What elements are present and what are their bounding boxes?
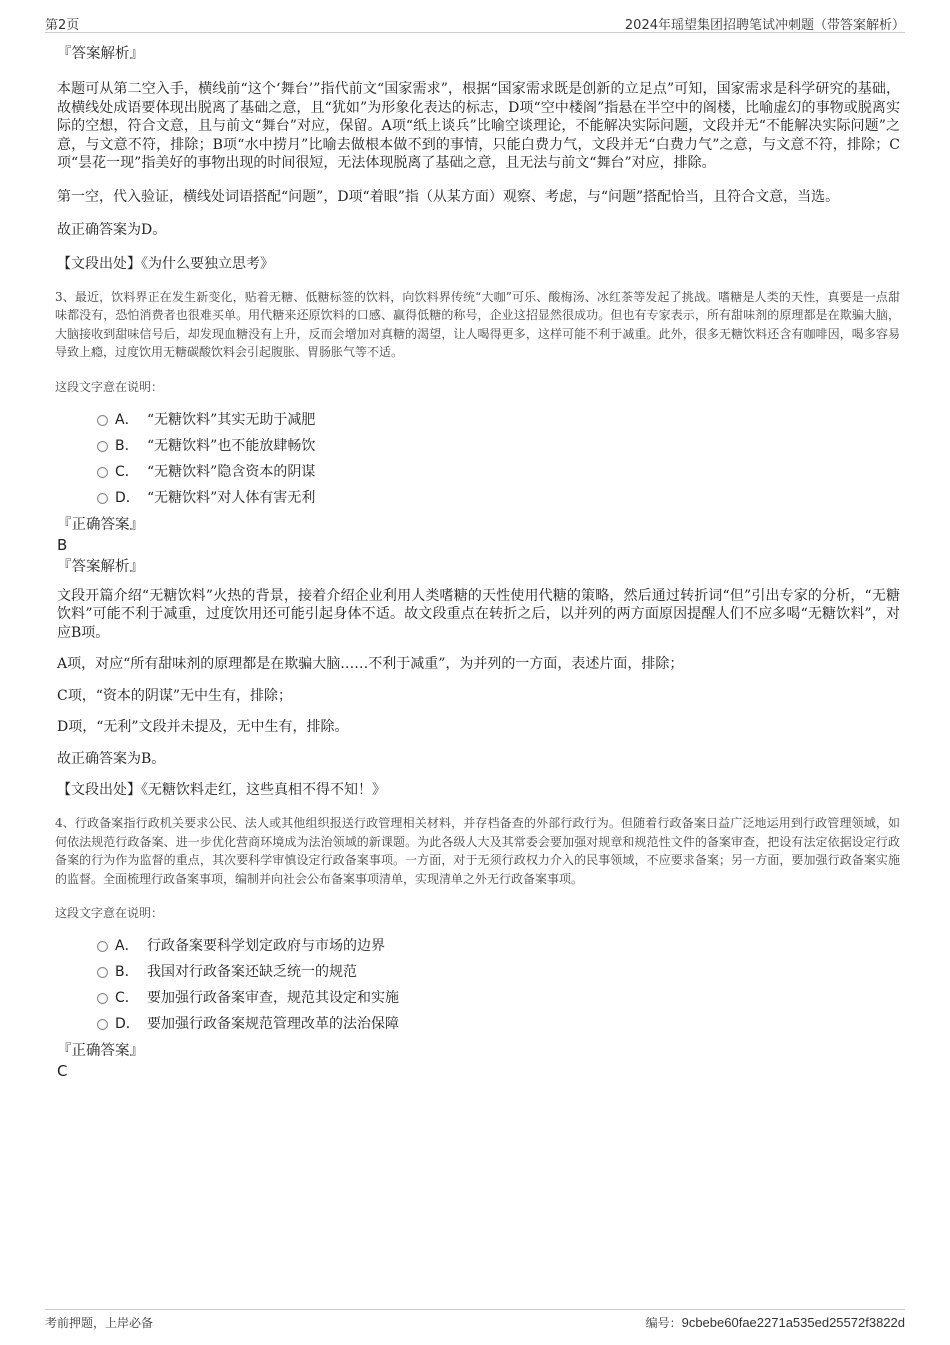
option-c[interactable] (55, 985, 900, 1011)
option-b[interactable] (55, 959, 900, 985)
option-letter: C． (115, 463, 139, 480)
radio-icon[interactable] (97, 467, 108, 478)
question-4 (55, 814, 900, 1081)
radio-icon[interactable] (97, 493, 108, 504)
analysis-paragraph: 故正确答案为B。 (57, 750, 166, 767)
option-text: “无糖饮料”隐含资本的阴谋 (147, 463, 316, 480)
option-text: “无糖饮料”也不能放肆畅饮 (147, 437, 316, 454)
option-letter: D． (115, 1016, 140, 1032)
option-letter: A． (115, 938, 139, 954)
analysis-paragraph: 故正确答案为D。 (57, 222, 167, 238)
option-c[interactable] (55, 459, 900, 485)
radio-icon[interactable] (97, 941, 108, 952)
question-text: 4、行政备案指行政机关要求公民、法人或其他组织报送行政管理相关材料，并存档备查的外部行政行为。但随着行政备案日益广泛地运用到行政管理领域，如何依法规范行政备案、进一步优化营商环境成为法治领域的新课题。为此各级人大及其常委会要加强对规章和规范性文件的备案审查，把设有法定依据设定行政备案的行为作为监督的重点，其次要科学审慎设定行政备案事项。一方面，对于无须行政权力介入的民事领域，不应要求备案；另一方面，要加强行政备案实施的监督。全面梳理行政备案事项，编制并向社会公布备案事项清单，实现清单之外无行政备案事项。 (55, 816, 900, 886)
option-text: “无糖饮料”对人体有害无利 (147, 489, 316, 506)
document-title: 2024年瑶望集团招聘笔试冲刺题（带答案解析） (624, 18, 905, 33)
option-d[interactable] (55, 485, 900, 511)
correct-answer-label: 『正确答案』 (57, 1043, 144, 1059)
correct-answer-label: 『正确答案』 (57, 516, 144, 533)
option-letter: C． (115, 990, 139, 1006)
analysis-paragraph: A项，对应“所有甜味剂的原理都是在欺骗大脑……不利于减重”，为并列的一方面，表述片面，排除； (57, 656, 684, 672)
radio-icon[interactable] (97, 967, 108, 978)
document-id-label: 编号： (645, 1316, 682, 1330)
analysis-paragraph: 本题可从第二空入手，横线前“这个‘舞台’”指代前文“国家需求”，根据“国家需求既是创新的立足点”可知，国家需求是科学研究的基础，故横线处成语要体现出脱离了基础之意，且“犹如”为形象化表达的标志，D项“空中楼阁”指悬在半空中的阁楼，比喻虚幻的事物或脱离实际的空想，符合文意，且与前文“舞台”对应，保留。A项“纸上谈兵”比喻空谈理论，不能解决实际问题，文段并无“不能解决实际问题”之意，与文意不符，排除；B项“水中捞月”比喻去做根本做不到的事情，只能白费力气，文段并无“白费力气”之意，与文意不符，排除；C项“昙花一现”指美好的事物出现的时间很短，无法体现脱离了基础之意，且无法与前文“舞台”对应，排除。 (57, 81, 900, 171)
source-citation: 【文段出处】《无糖饮料走红，这些真相不得不知！》 (57, 782, 386, 798)
page-content (55, 44, 900, 1081)
radio-icon[interactable] (97, 415, 108, 426)
option-a[interactable] (55, 933, 900, 959)
source-citation: 【文段出处】《为什么要独立思考》 (57, 255, 274, 272)
option-letter: B． (115, 437, 139, 454)
question-prompt: 这段文字意在说明： (55, 906, 164, 920)
analysis-paragraph: 第一空，代入验证，横线处词语搭配“问题”，D项“着眼”指（从某方面）观察、考虑，与“问题”搭配恰当，且符合文意，当选。 (57, 188, 840, 205)
correct-answer: C (57, 1062, 68, 1080)
correct-answer: B (57, 535, 68, 554)
question-prompt: 这段文字意在说明： (55, 379, 164, 394)
option-text: 要加强行政备案审查，规范其设定和实施 (147, 990, 399, 1006)
radio-icon[interactable] (97, 441, 108, 452)
document-id-code: 9cbebe60fae2271a535ed25572f3822d (681, 1315, 905, 1330)
analysis-paragraph: D项，“无利”文段并未提及，无中生有，排除。 (57, 719, 349, 735)
option-letter: D． (115, 489, 140, 506)
footer-slogan: 考前押题，上岸必备 (45, 1316, 154, 1330)
option-letter: B． (115, 964, 139, 980)
question-3 (55, 288, 900, 801)
option-list (55, 407, 900, 511)
option-list (55, 933, 900, 1037)
analysis-label: 『答案解析』 (57, 46, 144, 62)
page-number: 第2页 (45, 18, 80, 33)
option-letter: A． (115, 411, 139, 428)
option-text: 行政备案要科学划定政府与市场的边界 (147, 938, 385, 954)
analysis-paragraph: 文段开篇介绍“无糖饮料”火热的背景，接着介绍企业利用人类嗜糖的天性使用代糖的策略，然后通过转折词“但”引出专家的分析，“无糖饮料”可能不利于减重，过度饮用还可能引起身体不适。故文段重点在转折之后，以并列的两方面原因提醒人们不应多喝“无糖饮料”，对应B项。 (57, 587, 900, 641)
radio-icon[interactable] (97, 993, 108, 1004)
option-b[interactable] (55, 433, 900, 459)
analysis-section-q2 (55, 44, 900, 274)
option-text: “无糖饮料”其实无助于减肥 (147, 411, 316, 428)
radio-icon[interactable] (97, 1019, 108, 1030)
question-text: 3、最近，饮料界正在发生新变化，贴着无糖、低糖标签的饮料，向饮料界传统“大咖”可乐、酸梅汤、冰红茶等发起了挑战。嗜糖是人类的天性，真要是一点甜味都没有，恐怕消费者也很难买单。用代糖来还原饮料的口感、赢得低糖的称号，企业这招显然很成功。但也有专家表示，所有甜味剂的原理都是在欺骗大脑，大脑接收到甜味信号后，却发现血糖没有上升，反而会增加对真糖的渴望，让人喝得更多，这样可能不利于减重。此外，很多无糖饮料还含有咖啡因，喝多容易导致上瘾，过度饮用无糖碳酸饮料会引起腹胀、胃肠胀气等不适。 (55, 289, 900, 359)
option-text: 我国对行政备案还缺乏统一的规范 (147, 964, 357, 980)
analysis-label: 『答案解析』 (57, 558, 144, 575)
option-text: 要加强行政备案规范管理改革的法治保障 (147, 1016, 399, 1032)
analysis-paragraph: C项，“资本的阴谋”无中生有，排除； (57, 687, 293, 704)
page-header (45, 12, 905, 33)
document-id (646, 1314, 905, 1331)
page-footer (45, 1309, 905, 1334)
option-a[interactable] (55, 407, 900, 433)
option-d[interactable] (55, 1011, 900, 1037)
